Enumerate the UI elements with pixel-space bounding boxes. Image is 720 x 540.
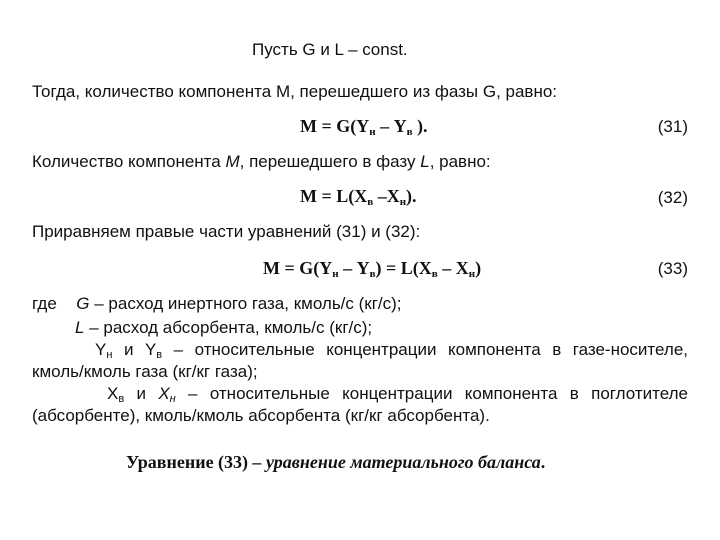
definition-l-text: – расход абсорбента, кмоль/с (кг/с); — [84, 318, 373, 337]
conclusion — [126, 452, 545, 473]
definition-l — [75, 318, 372, 338]
statement-line-l — [32, 152, 491, 172]
x-sub-n: н — [169, 393, 176, 405]
line3-symbol-m: M — [225, 152, 240, 171]
y-sub-n: н — [106, 349, 113, 361]
y-b-word — [145, 340, 162, 359]
equation-33-number: (33) — [657, 259, 688, 278]
eq33-sub1: н — [332, 268, 339, 280]
eq33-mid2: – X — [437, 258, 469, 278]
definition-x-line1 — [107, 384, 688, 404]
where-label: где — [32, 294, 57, 313]
equate-line: Приравняем правые части уравнений (31) и (32): — [32, 222, 421, 241]
y-word: газе-носителе, — [572, 340, 689, 359]
y-symbol: Y — [95, 340, 107, 359]
x-symbol: X — [107, 384, 119, 403]
line3-part-c: , равно: — [429, 152, 491, 171]
y-word: компонента — [448, 340, 541, 359]
equation-33 — [263, 258, 481, 279]
y-and: и — [123, 340, 134, 359]
intro-line: Пусть G и L – const. — [252, 40, 408, 59]
x-h-word — [158, 384, 175, 403]
y-word: – — [173, 340, 184, 359]
definition-g-text: – расход инертного газа, кмоль/с (кг/с); — [89, 294, 402, 313]
x-sub-v: в — [118, 393, 125, 405]
symbol-g: G — [76, 294, 90, 313]
equation-31 — [300, 116, 428, 137]
line3-part-b: , перешедшего в фазу — [239, 152, 421, 171]
eq33-equals-l: ) = L(X — [375, 258, 432, 278]
eq32-sub2: н — [399, 196, 407, 208]
conclusion-bold: Уравнение (33) — [126, 452, 249, 472]
eq31-sub2: в — [406, 126, 413, 138]
equation-32 — [300, 186, 417, 207]
eq31-end: ). — [412, 116, 428, 136]
y-symbol-2: Y — [144, 340, 157, 359]
symbol-l: L — [75, 318, 85, 337]
conclusion-end: . — [540, 452, 546, 472]
definition-y-line2: кмоль/кмоль газа (кг/кг газа); — [32, 362, 258, 381]
eq31-lhs: M = G(Y — [300, 116, 370, 136]
y-word: в — [552, 340, 562, 359]
eq33-end: ) — [475, 258, 482, 278]
eq33-sub3: в — [431, 268, 438, 280]
x-word: в — [569, 384, 579, 403]
equation-32-number: (32) — [657, 188, 688, 207]
eq31-sub1: н — [369, 126, 376, 138]
eq33-sub4: н — [468, 268, 476, 280]
line3-symbol-l: L — [420, 152, 430, 171]
x-word: концентрации — [342, 384, 453, 403]
y-word: относительные — [194, 340, 315, 359]
y-h-word — [95, 340, 112, 359]
eq32-end: ). — [406, 186, 417, 206]
x-and: и — [136, 384, 146, 403]
y-word: концентрации — [326, 340, 437, 359]
eq32-mid: –X — [373, 186, 400, 206]
definition-x-line2: (абсорбенте), кмоль/кмоль абсорбента (кг/кг абсорбента). — [32, 406, 490, 425]
x-word: поглотителе — [591, 384, 688, 403]
x-symbol-2: X — [158, 384, 170, 403]
eq33-lhs: M = G(Y — [263, 258, 333, 278]
eq33-mid: – Y — [338, 258, 370, 278]
line3-part-a: Количество компонента — [32, 152, 226, 171]
definition-y-line1 — [95, 340, 688, 360]
statement-line-g: Тогда, количество компонента М, перешедшего из фазы G, равно: — [32, 82, 558, 101]
equation-31-number: (31) — [657, 117, 688, 136]
eq32-sub1: в — [367, 196, 374, 208]
eq33-sub2: в — [369, 268, 376, 280]
y-sub-v: в — [156, 349, 163, 361]
x-b-word — [107, 384, 124, 403]
eq31-mid: – Y — [375, 116, 407, 136]
x-word: относительные — [209, 384, 330, 403]
x-word: компонента — [464, 384, 558, 403]
conclusion-italic: – уравнение материального баланса — [248, 452, 541, 472]
eq32-lhs: M = L(X — [300, 186, 368, 206]
definition-g — [32, 294, 402, 314]
x-word: – — [188, 384, 198, 403]
